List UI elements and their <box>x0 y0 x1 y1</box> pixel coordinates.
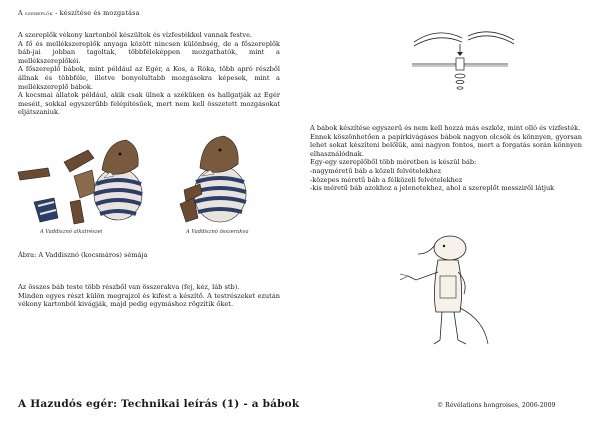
schema-caption: Ábra: A Vaddisznó (kocsmáros) sémája <box>18 251 148 259</box>
size-list-item: -kis méretű báb azokhoz a jelenetekhez, ahol a szereplőt messziről látjuk <box>310 184 555 193</box>
assembly-paragraph: Az összes báb teste több részből van összerakva (fej, kéz, láb stb). <box>18 283 240 291</box>
right-text <box>310 124 582 193</box>
section-heading <box>18 9 140 17</box>
intro-paragraph: A fő és mellékszereplők anyaga között nincsen különbség, de a főszereplők báb-jai jobban tagoltak, többféleképpen mozgathatók, mint a mellékszereplőkéi. <box>18 39 280 65</box>
boar-parts-illustration <box>14 132 144 227</box>
right-paragraph: A bábok készítése egyszerű és nem kell hozzá más eszköz, mint olló és vízfesték. <box>310 124 581 132</box>
boar-assembled-illustration <box>176 132 256 227</box>
assembly-paragraph: Minden egyes részt külön megrajzol és kifest a készítő. A testrészeket ezután vékony kartonból kivágják, majd pedig egymáshoz rögzítik őket. <box>18 291 280 309</box>
heading-smallcaps: szereplők <box>25 9 53 17</box>
intro-paragraph: A főszereplő bábok, mint például az Egér, a Kos, a Róka, több apró részből állnak és többféle, illetve bonyolultabb mozgásokra képesek, mint a mellékszereplő bábok. <box>18 65 280 91</box>
intro-text <box>18 31 280 117</box>
assembled-caption: A Vaddisznó összerakva <box>186 229 249 235</box>
size-list-item: -közepes méretű báb a félközeli felvételekhez <box>310 175 463 184</box>
footer-title: A Hazudós egér: Technikai leírás (1) - a bábok <box>18 398 300 410</box>
assembly-text <box>18 283 280 309</box>
heading-rest: - készítése és mozgatása <box>52 9 140 17</box>
footer-copyright: © Révélations hongroises, 2006-2009 <box>437 402 556 409</box>
parts-caption: A Vaddisznó alkatrészei <box>40 229 103 235</box>
right-paragraph: Ennek köszönhetően a papírkivágásos bábok nagyon olcsók és könnyen, gyorsan lehet sokat készíteni belőlük, ami nagyon fontos, mert a forgatás során könnyen elhasználódnak. <box>310 132 582 158</box>
heading-prefix: A <box>18 9 26 17</box>
size-list-item: -nagyméretű báb a közeli felvételekhez <box>310 166 441 175</box>
mouse-puppet-icon <box>388 232 498 352</box>
rivet-mechanism-icon <box>408 20 518 98</box>
right-paragraph: Egy-egy szereplőből több méretben is készül báb: <box>310 158 477 167</box>
intro-paragraph: A szereplők vékony kartonból készültek és vízfestékkel vannak festve. <box>18 31 253 39</box>
intro-paragraph: A kocsmai állatok például, akik csak ülnek a széküken és hallgatják az Egér meséit, sokkal egyszerűbb felépítésűek, mert nem kell összetett mozgásokat eljátszaniuk. <box>18 91 280 117</box>
